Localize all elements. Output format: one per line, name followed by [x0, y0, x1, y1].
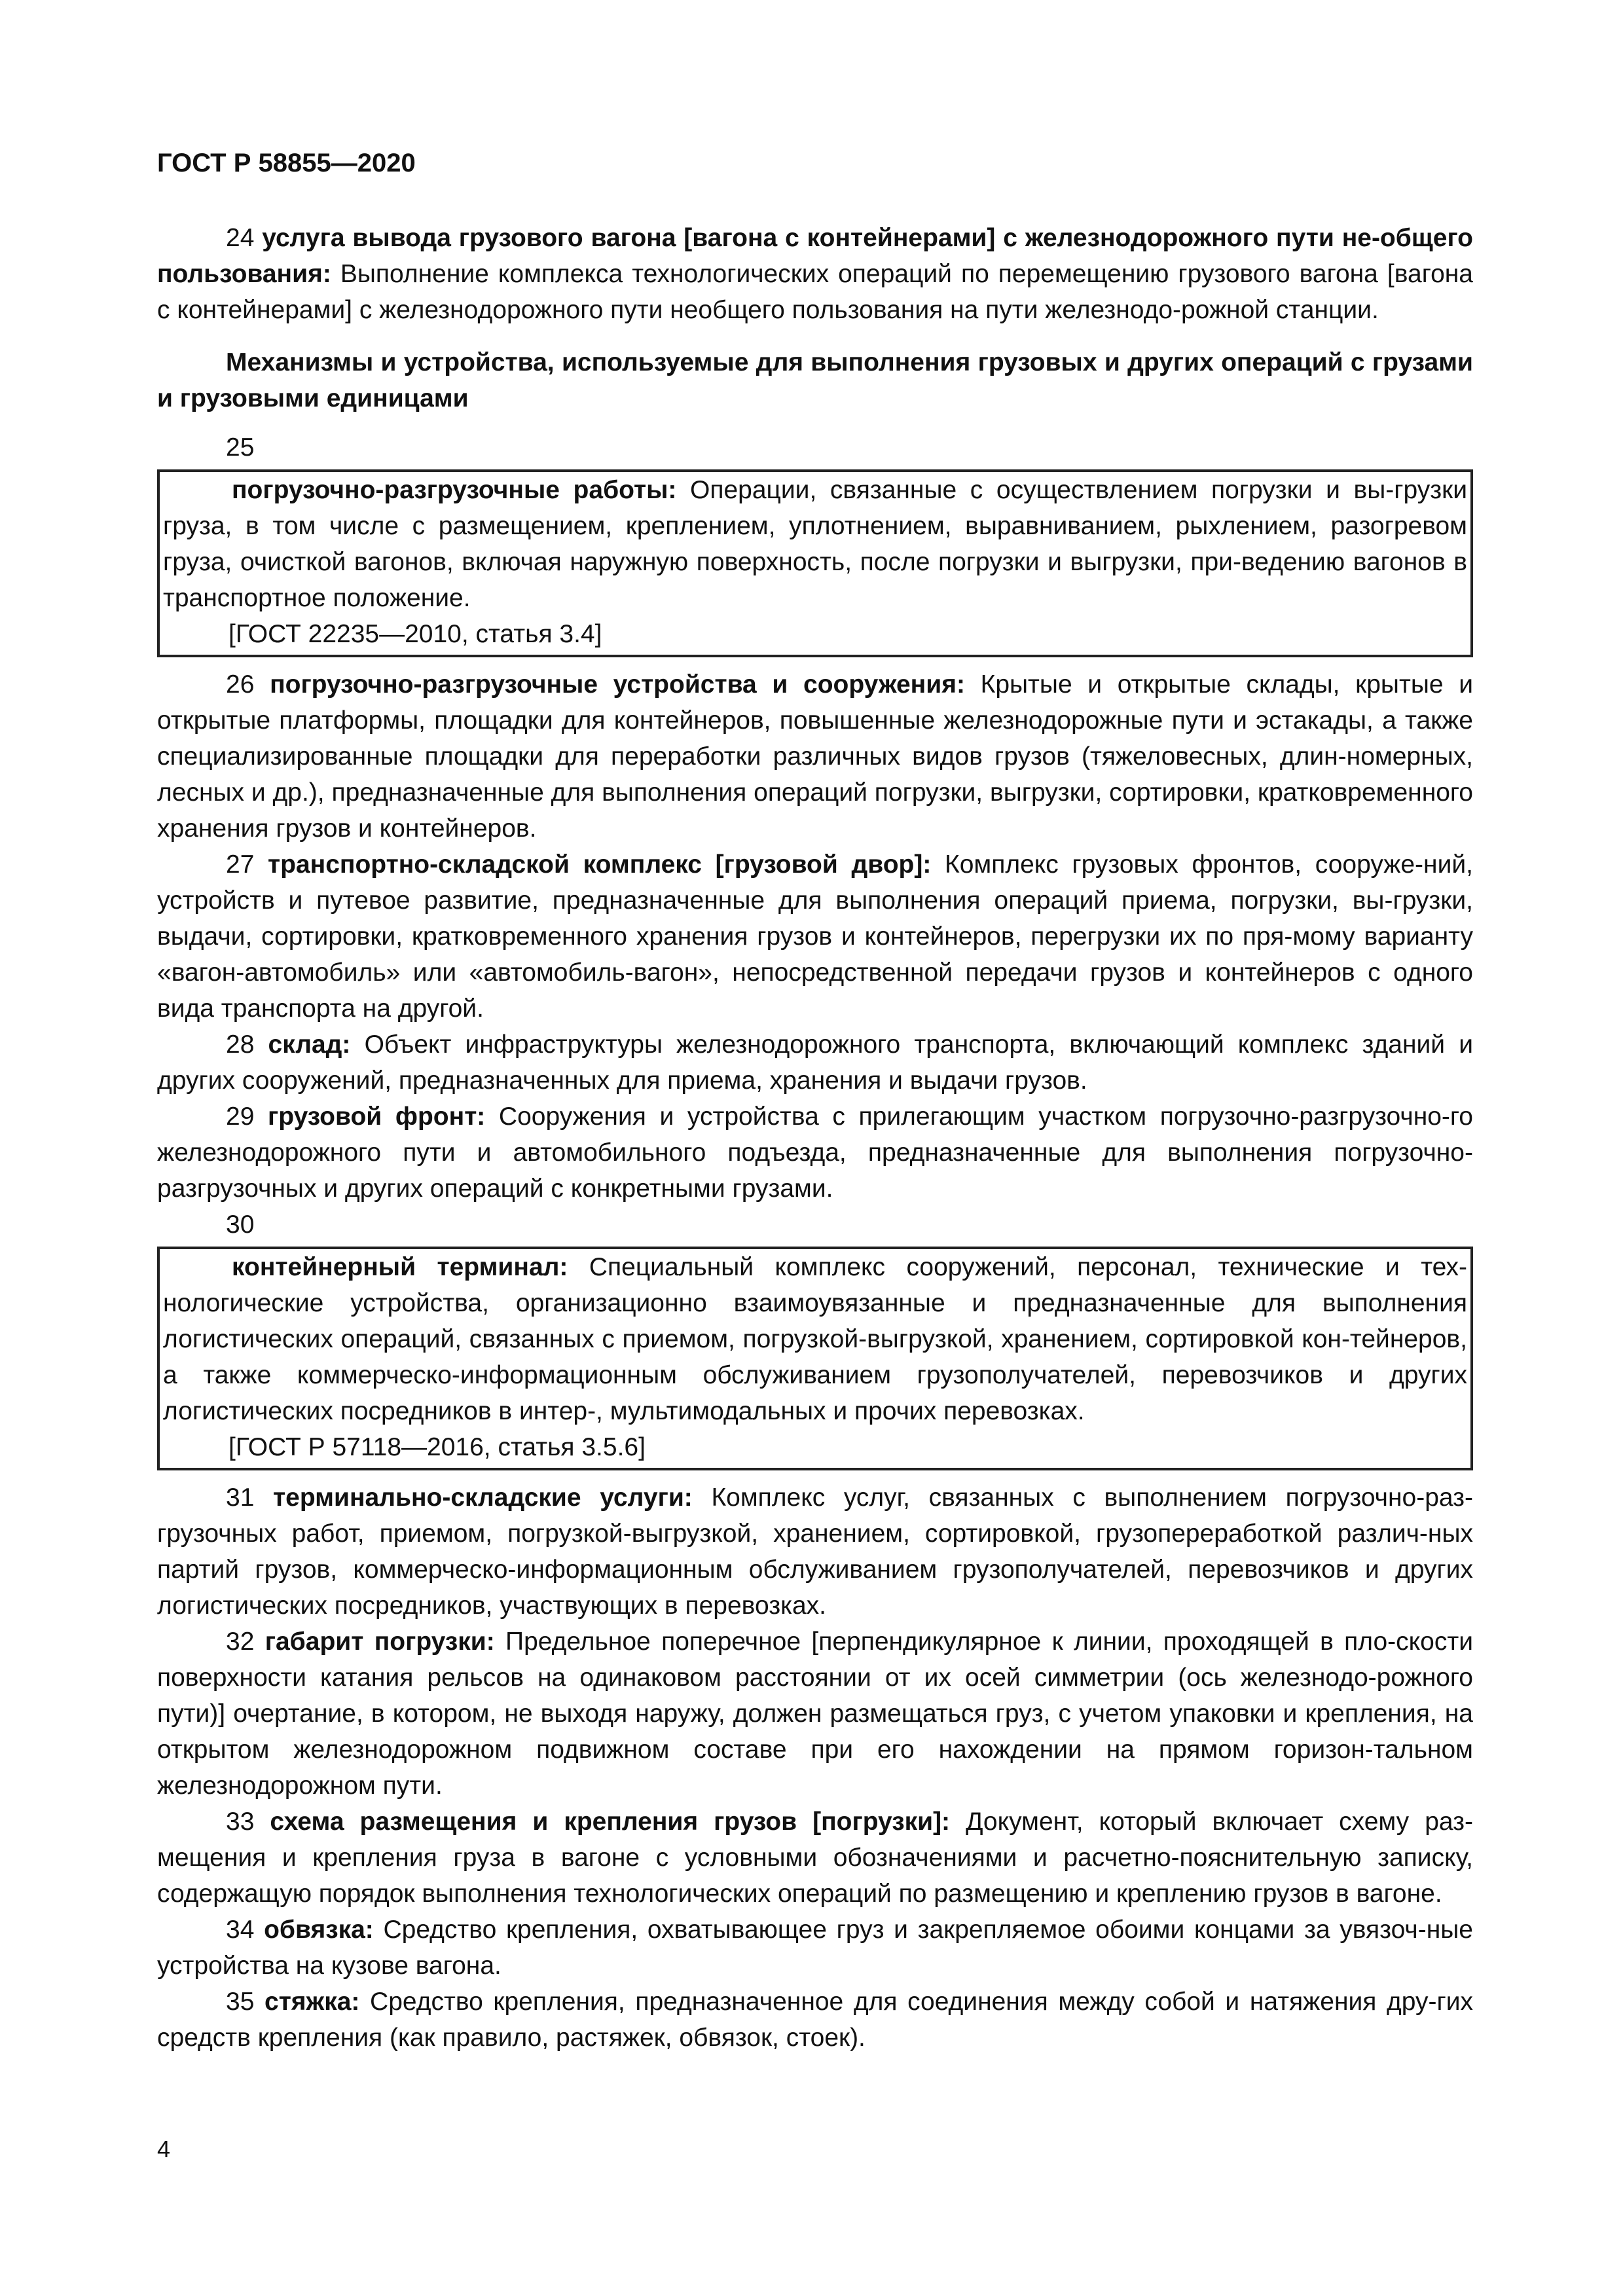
term-definition: Объект инфраструктуры железнодорожного транспорта, включающий комплекс зданий и других сооружений, предназначенных для приема, хранения и выдачи грузов.	[157, 1030, 1473, 1095]
term-34: 34 обвязка: Средство крепления, охватывающее груз и закрепляемое обоими концами за увязоч-ные устройства на кузове вагона.	[157, 1916, 1473, 1980]
term-33: 33 схема размещения и крепления грузов [погрузки]: Документ, который включает схему раз-мещения и крепления груза в вагоне с условными обозначениями и расчетно-пояснительную записку, содержащую порядок выполнения технологических операций по размещению и креплению грузов в вагоне.	[157, 1808, 1474, 1908]
term-title: обвязка:	[264, 1916, 374, 1944]
term-definition: Комплекс услуг, связанных с выполнением погрузочно-раз-грузочных работ, приемом, погрузкой-выгрузкой, хранением, сортировкой, грузопереработкой различ-ных партий грузов, коммерческо-информационным обслуживанием грузополучателей, перевозчиков и других логистических посредников, участвующих в перевозках.	[157, 1484, 1474, 1620]
term-definition: Операции, связанные с осуществлением погрузки и вы-грузки груза, в том числе с размещением, креплением, уплотнением, выравниванием, рыхлением, разогревом груза, очисткой вагонов, включая наружную поверхность, после погрузки и выгрузки, при-ведению вагонов в транспортное положение.	[163, 476, 1467, 612]
document-body	[157, 220, 1473, 2056]
term-definition: Комплекс грузовых фронтов, сооруже-ний, устройств и путевое развитие, предназначенные для выполнения операций приема, погрузки, вы-грузки, выдачи, сортировки, кратковременного хранения грузов и контейнеров, перегрузки их по пря-мому варианту «вагон-автомобиль» или «автомобиль-вагон», непосредственной передачи грузов и контейнеров с одного вида транспорта на другой.	[157, 850, 1473, 1023]
term-26: 26 погрузочно-разгрузочные устройства и сооружения: Крытые и открытые склады, крытые и открытые платформы, площадки для контейнеров, повышенные железнодорожные пути и эстакады, а также специализированные площадки для переработки различных видов грузов (тяжеловесных, длин-номерных, лесных и др.), предназначенные для выполнения операций погрузки, выгрузки, сортировки, кратковременного хранения грузов и контейнеров.	[157, 670, 1473, 843]
term-title: склад:	[268, 1030, 351, 1059]
term-24: 24 услуга вывода грузового вагона [вагона с контейнерами] с железнодорожного пути не-общего пользования: Выполнение комплекса технологических операций по перемещению грузового вагона [вагона с контейнерами] с железнодорожного пути необщего пользования на пути железнодо-рожной станции.	[157, 224, 1473, 324]
term-32: 32 габарит погрузки: Предельное поперечное [перпендикулярное к линии, проходящей в пло-скости поверхности катания рельсов на одинаковом расстоянии от их осей симметрии (ось железнодо-рожного пути)] очертание, в котором, не выходя наружу, должен размещаться груз, с учетом упаковки и крепления, на открытом железнодорожном подвижном составе при его нахождении на прямом горизон-тальном железнодорожном пути.	[157, 1628, 1474, 1800]
term-source: [ГОСТ 22235—2010, статья 3.4]	[228, 620, 602, 648]
term-definition: Средство крепления, предназначенное для соединения между собой и натяжения дру-гих средств крепления (как правило, растяжек, обвязок, стоек).	[157, 1988, 1474, 2052]
term-25	[163, 472, 1467, 616]
term-number: 30	[226, 1211, 255, 1239]
term-30-box	[157, 1247, 1473, 1470]
term-definition: Выполнение комплекса технологических операций по перемещению грузового вагона [вагона с контейнерами] с железнодорожного пути необщего пользования на пути железнодо-рожной станции.	[157, 260, 1473, 324]
term-28: 28 склад: Объект инфраструктуры железнодорожного транспорта, включающий комплекс зданий и других сооружений, предназначенных для приема, хранения и выдачи грузов.	[157, 1030, 1473, 1095]
term-number: 25	[226, 433, 255, 462]
term-title: терминально-складские услуги:	[273, 1484, 693, 1512]
document-header: ГОСТ Р 58855—2020	[157, 149, 416, 177]
term-title: габарит погрузки:	[264, 1628, 495, 1656]
term-definition: Крытые и открытые склады, крытые и открытые платформы, площадки для контейнеров, повышенные железнодорожные пути и эстакады, а также специализированные площадки для переработки различных видов грузов (тяжеловесных, длин-номерных, лесных и др.), предназначенные для выполнения операций погрузки, выгрузки, сортировки, кратковременного хранения грузов и контейнеров.	[157, 670, 1473, 843]
term-definition: Документ, который включает схему раз-мещения и крепления груза в вагоне с условными обозначениями и расчетно-пояснительную записку, содержащую порядок выполнения технологических операций по размещению и креплению грузов в вагоне.	[157, 1808, 1474, 1908]
term-31: 31 терминально-складские услуги: Комплекс услуг, связанных с выполнением погрузочно-раз-грузочных работ, приемом, погрузкой-выгрузкой, хранением, сортировкой, грузопереработкой различ-ных партий грузов, коммерческо-информационным обслуживанием грузополучателей, перевозчиков и других логистических посредников, участвующих в перевозках.	[157, 1484, 1474, 1620]
term-title: стяжка:	[264, 1988, 360, 2016]
section-heading: Механизмы и устройства, используемые для выполнения грузовых и других операций с грузами и грузовыми единицами	[157, 348, 1473, 412]
term-30	[163, 1249, 1467, 1429]
term-title: услуга вывода грузового вагона [вагона с контейнерами] с железнодорожного пути не-общего пользования:	[157, 224, 1473, 288]
term-title: контейнерный терминал:	[232, 1253, 568, 1281]
term-title: погрузочно-разгрузочные работы:	[232, 476, 677, 504]
term-title: схема размещения и крепления грузов [погрузки]:	[270, 1808, 951, 1836]
term-title: транспортно-складской комплекс [грузовой двор]:	[268, 850, 932, 879]
term-title: грузовой фронт:	[268, 1102, 486, 1131]
term-title: погрузочно-разгрузочные устройства и сооружения:	[270, 670, 965, 699]
term-definition: Средство крепления, охватывающее груз и закрепляемое обоими концами за увязоч-ные устройства на кузове вагона.	[157, 1916, 1473, 1980]
term-25-box	[157, 469, 1473, 657]
term-definition: Специальный комплекс сооружений, персонал, технические и тех-нологические устройства, организационно взаимоувязанные и предназначенные для выполнения логистических операций, связанных с приемом, погрузкой-выгрузкой, хранением, сортировкой кон-тейнеров, а также коммерческо-информационным обслуживанием грузополучателей, перевозчиков и других логистических посредников в интер-, мультимодальных и прочих перевозках.	[163, 1253, 1467, 1425]
term-source: [ГОСТ Р 57118—2016, статья 3.5.6]	[228, 1433, 646, 1461]
term-35: 35 стяжка: Средство крепления, предназначенное для соединения между собой и натяжения дру-гих средств крепления (как правило, растяжек, обвязок, стоек).	[157, 1988, 1474, 2052]
term-definition: Сооружения и устройства с прилегающим участком погрузочно-разгрузочно-го железнодорожного пути и автомобильного подъезда, предназначенные для выполнения погрузочно-разгрузочных и других операций с конкретными грузами.	[157, 1102, 1473, 1203]
term-27: 27 транспортно-складской комплекс [грузовой двор]: Комплекс грузовых фронтов, сооруже-ний, устройств и путевое развитие, предназначенные для выполнения операций приема, погрузки, вы-грузки, выдачи, сортировки, кратковременного хранения грузов и контейнеров, перегрузки их по пря-мому варианту «вагон-автомобиль» или «автомобиль-вагон», непосредственной передачи грузов и контейнеров с одного вида транспорта на другой.	[157, 850, 1473, 1023]
term-29: 29 грузовой фронт: Сооружения и устройства с прилегающим участком погрузочно-разгрузочно-го железнодорожного пути и автомобильного подъезда, предназначенные для выполнения погрузочно-разгрузочных и других операций с конкретными грузами.	[157, 1102, 1473, 1203]
term-definition: Предельное поперечное [перпендикулярное к линии, проходящей в пло-скости поверхности катания рельсов на одинаковом расстоянии от их осей симметрии (ось железнодо-рожного пути)] очертание, в котором, не выходя наружу, должен размещаться груз, с учетом упаковки и крепления, на открытом железнодорожном подвижном составе при его нахождении на прямом горизон-тальном железнодорожном пути.	[157, 1628, 1474, 1800]
page-number: 4	[157, 2136, 171, 2162]
